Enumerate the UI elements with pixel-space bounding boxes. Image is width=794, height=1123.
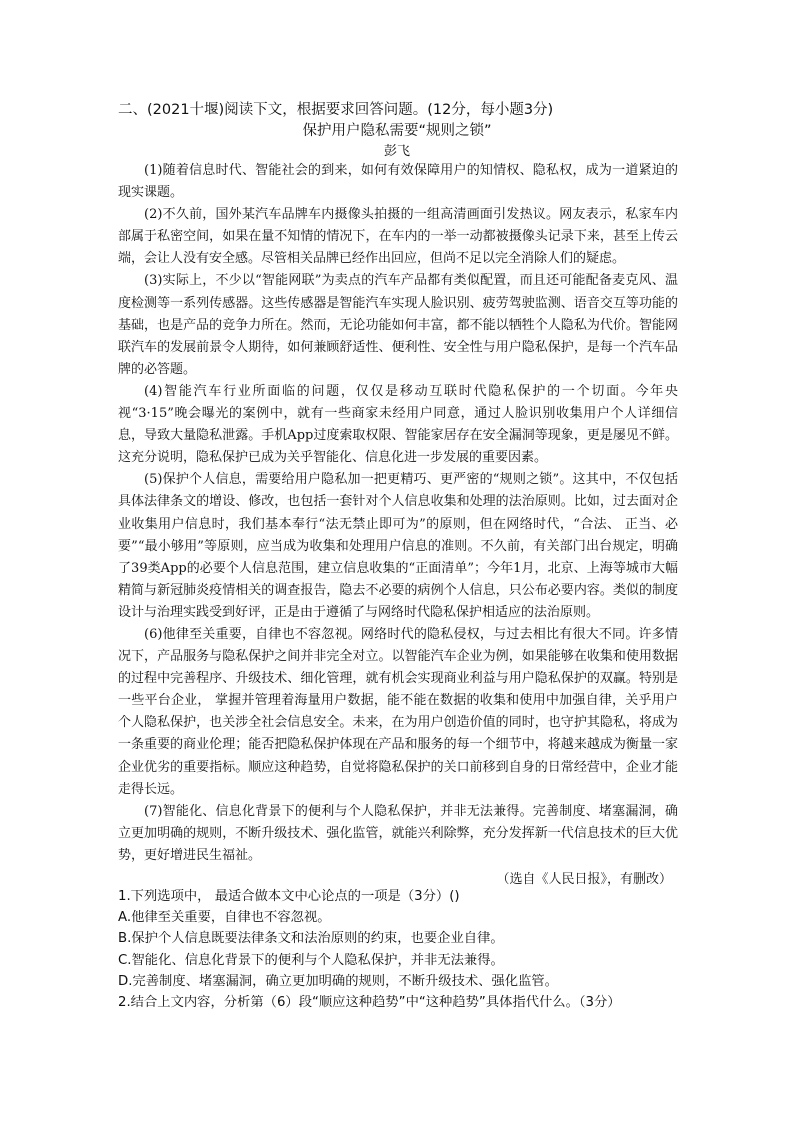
question-1-option-d: D.完善制度、堵塞漏洞，确立更加明确的规则，不断升级技术、强化监管。 (118, 973, 558, 989)
paragraph-3: (3)实际上，不少以“智能网联”为卖点的汽车产品都有类似配置，而且还可能配备麦克风、温度检测等一系列传感器。这些传感器是智能汽车实现人脸识别、疲劳驾驶监测、语音交互等功能的基础，也是产品的竞争力所在。然而，无论功能如何丰富，都不能以牺牲个人隐私为代价。智能网联汽车的发展前景令人期待，如何兼顾舒适性、便利性、安全性与用户隐私保护，是每一个汽车品牌的必答题。 (118, 273, 678, 377)
paragraph-5: (5)保护个人信息，需要给用户隐私加一把更精巧、更严密的“规则之锁”。这其中，不仅包括具体法律条文的增设、修改，也包括一套针对个人信息收集和处理的法治原则。比如，过去面对企业收集用户信息时，我们基本奉行“法无禁止即可为”的原则，但在网络时代，“合法、 正当、必要”“最小够用”等原则，应当成为收集和处理用户信息的准则。不久前，有关部门出台规定，明确了39类App的必要个人信息范围，建立信息收集的“正面清单”；今年1月，北京、上海等城市大幅精简与新冠肺炎疫情相关的调查报告，隐去不必要的病例个人信息，只公布必要内容。类似的制度设计与治理实践受到好评，正是由于遵循了与网络时代隐私保护相适应的法治原则。 (118, 472, 678, 620)
paragraph-6: (6)他律至关重要，自律也不容忽视。网络时代的隐私侵权，与过去相比有很大不同。许多情况下，产品服务与隐私保护之间并非完全对立。以智能汽车企业为例，如果能够在收集和使用数据的过程中完善程序、升级技术、细化管理，就有机会实现商业利益与用户隐私保护的双赢。特别是一些平台企业， 掌握并管理着海量用户数据，能不能在数据的收集和使用中加强自律，关乎用户个人隐私保护，也关涉全社会信息安全。未来，在为用户创造价值的同时，也守护其隐私，将成为一条重要的商业伦理；能否把隐私保护体现在产品和服务的每一个细节中，将越来越成为衡量一家企业优劣的重要指标。顺应这种趋势，自觉将隐私保护的关口前移到自身的日常经营中，企业才能走得长远。 (118, 626, 678, 797)
questions-section (118, 886, 698, 1013)
section-heading: 二、(2021十堰)阅读下文，根据要求回答问题。(12分，每小题3分) (118, 102, 554, 118)
paragraph-2: (2)不久前，国外某汽车品牌车内摄像头拍摄的一组高清画面引发热议。网友表示，私家车内部属于私密空间，如果在量不知情的情况下，在车内的一举一动都被摄像头记录下来，甚至上传云端，会让人没有安全感。尽管相关品牌已经作出回应，但尚不足以完全消除人们的疑虑。 (118, 207, 678, 267)
paragraph-4: (4)智能汽车行业所面临的问题，仅仅是移动互联时代隐私保护的一个切面。今年央视“3·15”晚会曝光的案例中，就有一些商家未经用户同意，通过人脸识别收集用户个人详细信息，导致大量隐私泄露。手机App过度索取权限、智能家居存在安全漏洞等现象，更是屡见不鲜。这充分说明，隐私保护已成为关乎智能化、信息化进一步发展的重要因素。 (118, 383, 678, 466)
article-source: （选自《人民日报》，有删改） (496, 872, 672, 887)
question-2-stem: 2.结合上文内容，分析第（6）段“顺应这种趋势”中“这种趋势”具体指代什么。（3分） (118, 995, 621, 1011)
paragraph-1: (1)随着信息时代、智能社会的到来，如何有效保障用户的知情权、隐私权，成为一道紧迫的现实课题。 (118, 163, 678, 201)
article-author: 彭飞 (383, 144, 410, 159)
question-1-stem: 1.下列选项中， 最适合做本文中心论点的一项是（3分）() (118, 889, 460, 904)
question-1-option-a: A.他律至关重要，自律也不容忽视。 (118, 910, 331, 926)
question-1-option-b: B.保护个人信息既要法律条文和法治原则的约束，也要企业自律。 (118, 931, 504, 947)
article-title: 保护用户隐私需要“规则之锁” (302, 123, 492, 139)
article-body (118, 160, 678, 867)
paragraph-7: (7)智能化、信息化背景下的便利与个人隐私保护，并非无法兼得。完善制度、堵塞漏洞，确立更加明确的规则，不断升级技术、强化监管，就能兴利除弊，充分发挥新一代信息技术的巨大优势，更好增进民生福祉。 (118, 803, 678, 863)
question-1-option-c: C.智能化、信息化背景下的便利与个人隐私保护，并非无法兼得。 (118, 952, 504, 968)
